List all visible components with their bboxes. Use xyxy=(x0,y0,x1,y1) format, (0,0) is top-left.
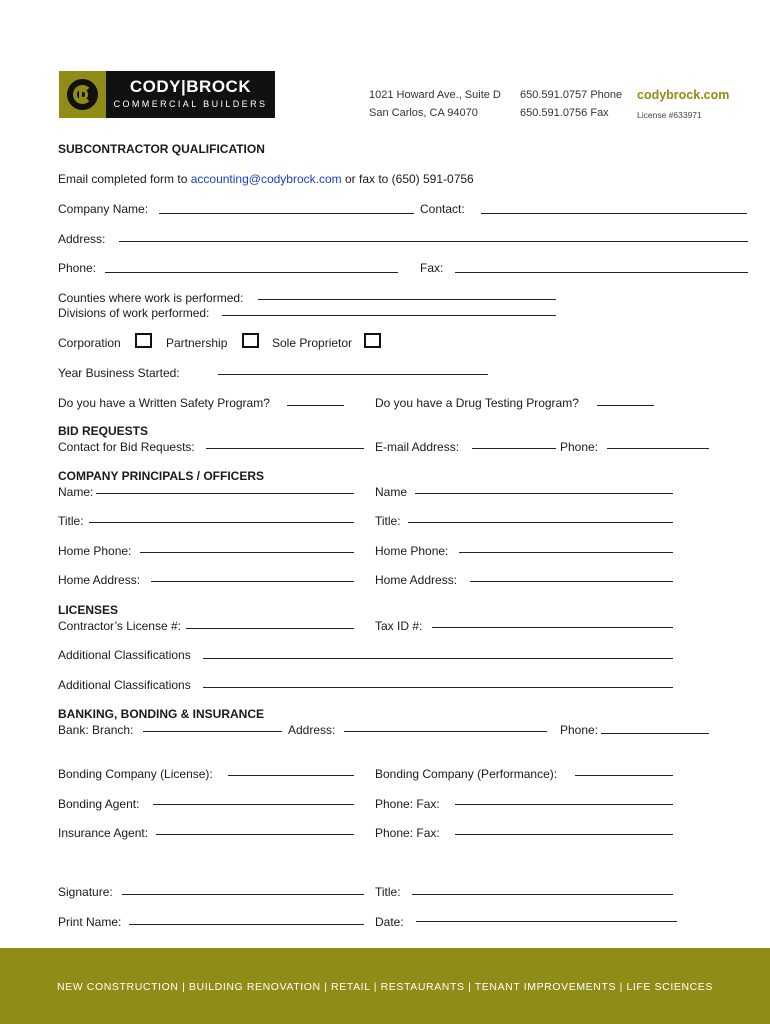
license-number: License #633971 xyxy=(637,110,702,120)
date-label: Date: xyxy=(375,915,404,929)
bank-branch-label: Bank: Branch: xyxy=(58,723,134,737)
principal-title-label-left: Title: xyxy=(58,514,84,528)
bonding-agent-phone-label: Phone: Fax: xyxy=(375,797,440,811)
sole-proprietor-label: Sole Proprietor xyxy=(272,336,353,350)
bonding-performance-field[interactable] xyxy=(575,775,673,776)
header-phone: 650.591.0757 Phone xyxy=(520,89,623,101)
bonding-license-field[interactable] xyxy=(228,775,354,776)
print-name-label: Print Name: xyxy=(58,915,122,929)
bonding-agent-field[interactable] xyxy=(153,804,354,805)
contractor-license-field[interactable] xyxy=(186,628,354,629)
banking-heading: BANKING, BONDING & INSURANCE xyxy=(58,707,265,721)
principal-home-address-field-right[interactable] xyxy=(470,581,673,582)
header-fax: 650.591.0756 Fax xyxy=(520,107,609,119)
street-address: 1021 Howard Ave., Suite D xyxy=(369,89,501,101)
divisions-field[interactable] xyxy=(222,315,556,316)
corporation-label: Corporation xyxy=(58,336,121,350)
drug-program-field[interactable] xyxy=(597,405,654,406)
additional-classifications-label-2: Additional Classifications xyxy=(58,678,191,692)
safety-program-field[interactable] xyxy=(287,405,344,406)
principal-home-address-field-left[interactable] xyxy=(151,581,354,582)
tax-id-label: Tax ID #: xyxy=(375,619,423,633)
bonding-agent-label: Bonding Agent: xyxy=(58,797,140,811)
date-field[interactable] xyxy=(416,921,677,922)
website-link[interactable]: codybrock.com xyxy=(637,88,730,102)
drug-program-label: Do you have a Drug Testing Program? xyxy=(375,396,579,410)
bid-email-label: E-mail Address: xyxy=(375,440,460,454)
logo-subtitle: COMMERCIAL BUILDERS xyxy=(113,99,268,109)
safety-program-label: Do you have a Written Safety Program? xyxy=(58,396,270,410)
principal-home-address-label-left: Home Address: xyxy=(58,573,141,587)
bid-contact-label: Contact for Bid Requests: xyxy=(58,440,195,454)
form-title: SUBCONTRACTOR QUALIFICATION xyxy=(58,142,265,156)
bid-email-field[interactable] xyxy=(472,448,556,449)
bank-phone-label: Phone: xyxy=(560,723,599,737)
principal-name-label-left: Name: xyxy=(58,485,94,499)
bid-requests-heading: BID REQUESTS xyxy=(58,424,149,438)
principals-heading: COMPANY PRINCIPALS / OFFICERS xyxy=(58,469,265,483)
insurance-agent-phone-field[interactable] xyxy=(455,834,673,835)
principal-title-label-right: Title: xyxy=(375,514,401,528)
bonding-license-label: Bonding Company (License): xyxy=(58,767,213,781)
bank-address-label: Address: xyxy=(288,723,336,737)
principal-home-phone-label-left: Home Phone: xyxy=(58,544,132,558)
principal-name-label-right: Name xyxy=(375,485,408,499)
licenses-heading: LICENSES xyxy=(58,603,119,617)
bid-phone-field[interactable] xyxy=(607,448,709,449)
address-label: Address: xyxy=(58,232,106,246)
bonding-performance-label: Bonding Company (Performance): xyxy=(375,767,558,781)
instructions: Email completed form to accounting@codybrock.com or fax to (650) 591-0756 xyxy=(58,172,474,186)
fax-field[interactable] xyxy=(455,272,748,273)
bonding-agent-phone-field[interactable] xyxy=(455,804,673,805)
company-name-label: Company Name: xyxy=(58,202,149,216)
bank-branch-field[interactable] xyxy=(143,731,282,732)
counties-field[interactable] xyxy=(258,299,556,300)
principal-title-field-left[interactable] xyxy=(89,522,354,523)
divisions-label: Divisions of work performed: xyxy=(58,306,210,320)
sole-proprietor-checkbox[interactable] xyxy=(364,333,381,348)
principal-home-phone-label-right: Home Phone: xyxy=(375,544,449,558)
tax-id-field[interactable] xyxy=(432,627,673,628)
bid-contact-field[interactable] xyxy=(206,448,364,449)
principal-title-field-right[interactable] xyxy=(408,522,673,523)
principal-home-phone-field-left[interactable] xyxy=(140,552,354,553)
email-link[interactable]: accounting@codybrock.com xyxy=(190,172,342,186)
principal-name-field-right[interactable] xyxy=(415,493,673,494)
principal-name-field-left[interactable] xyxy=(96,493,354,494)
partnership-checkbox[interactable] xyxy=(242,333,259,348)
bank-address-field[interactable] xyxy=(344,731,547,732)
partnership-label: Partnership xyxy=(166,336,228,350)
insurance-agent-label: Insurance Agent: xyxy=(58,826,149,840)
insurance-agent-field[interactable] xyxy=(156,834,354,835)
additional-classifications-label-1: Additional Classifications xyxy=(58,648,191,662)
year-started-field[interactable] xyxy=(218,374,488,375)
year-started-label: Year Business Started: xyxy=(58,366,180,380)
logo-mark-icon xyxy=(59,71,106,118)
principal-home-phone-field-right[interactable] xyxy=(459,552,673,553)
bank-phone-field[interactable] xyxy=(601,733,709,734)
corporation-checkbox[interactable] xyxy=(135,333,152,348)
footer-bar xyxy=(0,948,770,1024)
signoff-title-field[interactable] xyxy=(412,894,673,895)
bid-phone-label: Phone: xyxy=(560,440,599,454)
logo-name: CODY|BROCK xyxy=(129,77,252,96)
additional-classifications-field-2[interactable] xyxy=(203,687,673,688)
signature-label: Signature: xyxy=(58,885,113,899)
footer-services: NEW CONSTRUCTION | BUILDING RENOVATION | RETAIL | RESTAURANTS | TENANT IMPROVEMENTS | LIFE SCIENCES xyxy=(56,981,714,993)
principal-home-address-label-right: Home Address: xyxy=(375,573,458,587)
signature-field[interactable] xyxy=(122,894,364,895)
signoff-title-label: Title: xyxy=(375,885,401,899)
phone-field[interactable] xyxy=(105,272,398,273)
additional-classifications-field-1[interactable] xyxy=(203,658,673,659)
address-field[interactable] xyxy=(119,241,748,242)
contact-label: Contact: xyxy=(420,202,465,216)
city-address: San Carlos, CA 94070 xyxy=(369,107,478,119)
phone-label: Phone: xyxy=(58,261,97,275)
contractor-license-label: Contractor’s License #: xyxy=(58,619,181,633)
fax-label: Fax: xyxy=(420,261,444,275)
contact-field[interactable] xyxy=(481,213,747,214)
print-name-field[interactable] xyxy=(129,924,364,925)
counties-label: Counties where work is performed: xyxy=(58,291,244,305)
insurance-agent-phone-label: Phone: Fax: xyxy=(375,826,440,840)
company-name-field[interactable] xyxy=(159,213,414,214)
company-logo xyxy=(59,71,275,118)
